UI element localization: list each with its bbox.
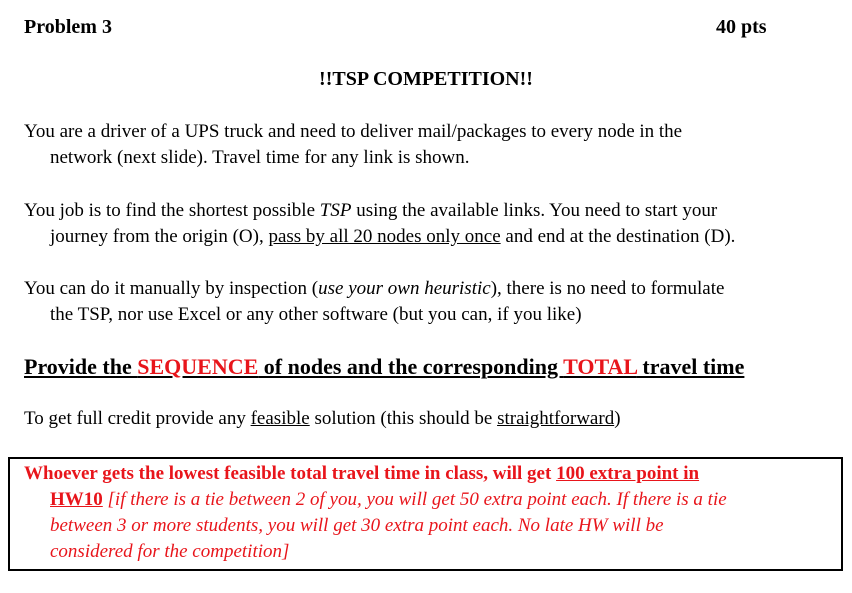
straightforward-word: straightforward — [497, 408, 615, 429]
extra-points-text: 100 extra point in — [556, 463, 700, 484]
paragraph-intro — [24, 119, 834, 171]
provide-heading: Provide the SEQUENCE of nodes and the corresponding TOTAL travel time — [24, 354, 745, 379]
task-line-2: journey from the origin (O), pass by all 20 nodes only once and end at the destination (D). — [50, 226, 736, 247]
intro-line-2: network (next slide). Travel time for any link is shown. — [50, 147, 470, 168]
bonus-line-4: considered for the competition] — [50, 541, 290, 562]
bonus-text — [24, 461, 834, 565]
bonus-line-1: Whoever gets the lowest feasible total travel time in class, will get 100 extra point in — [24, 463, 700, 484]
intro-line-1: You are a driver of a UPS truck and need to deliver mail/packages to every node in the — [24, 121, 683, 142]
paragraph-task — [24, 198, 834, 250]
pass-all-nodes-text: pass by all 20 nodes only once — [268, 226, 501, 247]
method-line-1: You can do it manually by inspection (use your own heuristic), there is no need to formulate — [24, 278, 725, 299]
credit-text: To get full credit provide any feasible solution (this should be straightforward) — [24, 408, 621, 429]
points-label: 40 pts — [716, 16, 767, 38]
heuristic-text: use your own heuristic — [318, 278, 491, 299]
page-title: !!TSP COMPETITION!! — [319, 68, 533, 90]
paragraph-method — [24, 276, 834, 328]
method-line-2: the TSP, nor use Excel or any other software (but you can, if you like) — [50, 304, 582, 325]
total-word: TOTAL — [563, 354, 637, 379]
feasible-word: feasible — [250, 408, 310, 429]
problem-label: Problem 3 — [24, 16, 112, 38]
bonus-line-2: HW10 [if there is a tie between 2 of you, you will get 50 extra point each. If there is a tie — [50, 489, 727, 510]
hw10-text: HW10 — [50, 489, 103, 510]
sequence-word: SEQUENCE — [137, 354, 259, 379]
bonus-line-3: between 3 or more students, you will get 30 extra point each. No late HW will be — [50, 515, 664, 536]
task-line-1: You job is to find the shortest possible TSP using the available links. You need to start your — [24, 200, 718, 221]
tsp-term: TSP — [319, 200, 352, 221]
